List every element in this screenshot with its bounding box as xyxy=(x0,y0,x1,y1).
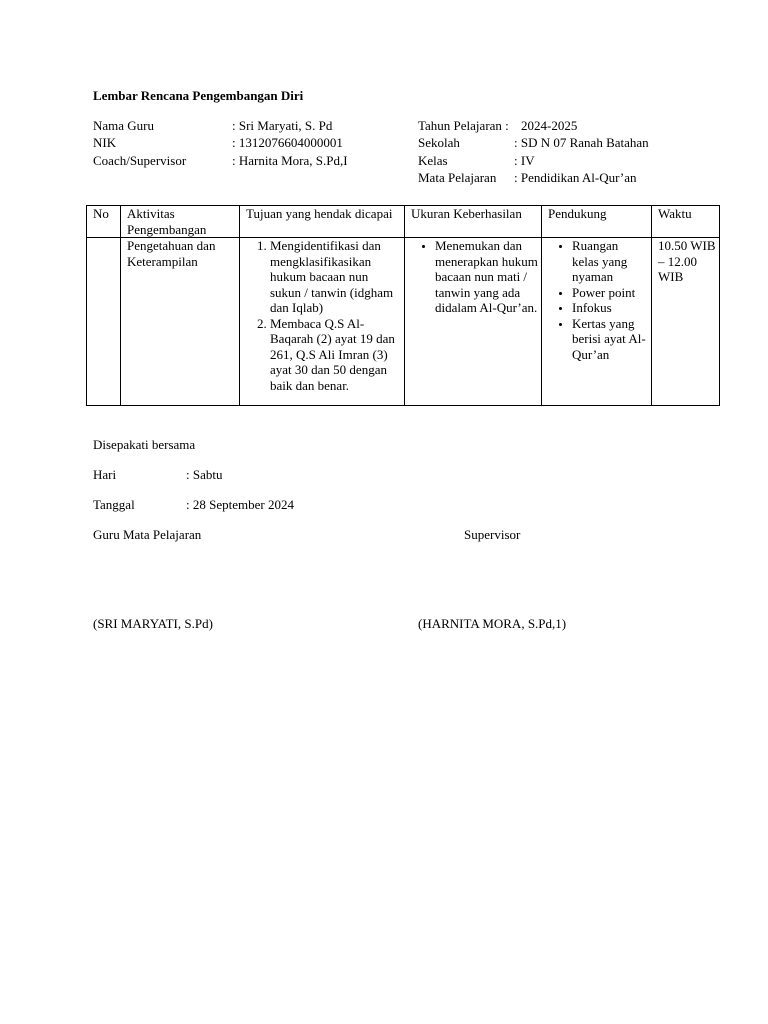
info-label-nik: NIK xyxy=(93,135,117,150)
signature-left-name: (SRI MARYATI, S.Pd) xyxy=(93,616,213,631)
tanggal-label: Tanggal xyxy=(93,497,135,512)
info-label-mata-pelajaran: Mata Pelajaran xyxy=(418,170,497,185)
header-ukuran: Ukuran Keberhasilan xyxy=(405,206,542,238)
cell-pendukung xyxy=(542,238,652,406)
cell-ukuran xyxy=(405,238,542,406)
signature-right-name: (HARNITA MORA, S.Pd,1) xyxy=(418,616,567,631)
hari-label: Hari xyxy=(93,467,117,482)
info-label-sekolah: Sekolah xyxy=(418,135,460,150)
info-value-nama-guru: : Sri Maryati, S. Pd xyxy=(232,118,333,133)
info-label-nama-guru: Nama Guru xyxy=(93,118,155,133)
info-value-kelas: : IV xyxy=(514,153,535,168)
info-value-coach: : Harnita Mora, S.Pd,I xyxy=(232,153,348,168)
info-label-kelas: Kelas xyxy=(418,153,448,168)
cell-waktu: 10.50 WIB – 12.00 WIB xyxy=(652,238,720,406)
agreement-intro: Disepakati bersama xyxy=(93,437,196,452)
cell-tujuan xyxy=(240,238,405,406)
signature-left-role: Guru Mata Pelajaran xyxy=(93,527,202,542)
info-label-tahun-pelajaran: Tahun Pelajaran : xyxy=(418,118,509,133)
development-plan-table xyxy=(86,205,720,406)
cell-no xyxy=(87,238,121,406)
cell-aktivitas: Pengetahuan dan Keterampilan xyxy=(121,238,240,406)
tujuan-list xyxy=(246,238,401,393)
table-header-row xyxy=(87,206,720,238)
ukuran-list xyxy=(411,238,538,316)
header-no: No xyxy=(87,206,121,238)
info-value-nik: : 1312076604000001 xyxy=(232,135,343,150)
list-item: • Ruangan kelas yang nyaman xyxy=(572,238,648,285)
info-value-sekolah: : SD N 07 Ranah Batahan xyxy=(514,135,649,150)
signature-right-role: Supervisor xyxy=(464,527,521,542)
table-row xyxy=(87,238,720,406)
tanggal-value: : 28 September 2024 xyxy=(186,497,294,512)
list-item: 1. Mengidentifikasi dan mengklasifikasikan hukum bacaan nun sukun / tanwin (idgham dan Iqlab) xyxy=(270,238,401,316)
document-title: Lembar Rencana Pengembangan Diri xyxy=(93,88,304,103)
info-label-coach: Coach/Supervisor xyxy=(93,153,187,168)
list-item: 2. Membaca Q.S Al-Baqarah (2) ayat 19 dan 261, Q.S Ali Imran (3) ayat 30 dan 50 dengan baik dan benar. xyxy=(270,316,401,394)
header-aktivitas: Aktivitas Pengembangan xyxy=(121,206,240,238)
list-item: • Kertas yang berisi ayat Al-Qur’an xyxy=(572,316,648,363)
header-waktu: Waktu xyxy=(652,206,720,238)
list-item: • Infokus xyxy=(572,300,648,316)
header-pendukung: Pendukung xyxy=(542,206,652,238)
pendukung-list xyxy=(548,238,648,362)
list-item: • Power point xyxy=(572,285,648,301)
hari-value: : Sabtu xyxy=(186,467,223,482)
list-item: • Menemukan dan menerapkan hukum bacaan nun mati / tanwin yang ada didalam Al-Qur’an. xyxy=(435,238,538,316)
header-tujuan: Tujuan yang hendak dicapai xyxy=(240,206,405,238)
info-value-mata-pelajaran: : Pendidikan Al-Qur’an xyxy=(514,170,637,185)
info-value-tahun-pelajaran: 2024-2025 xyxy=(521,118,578,133)
